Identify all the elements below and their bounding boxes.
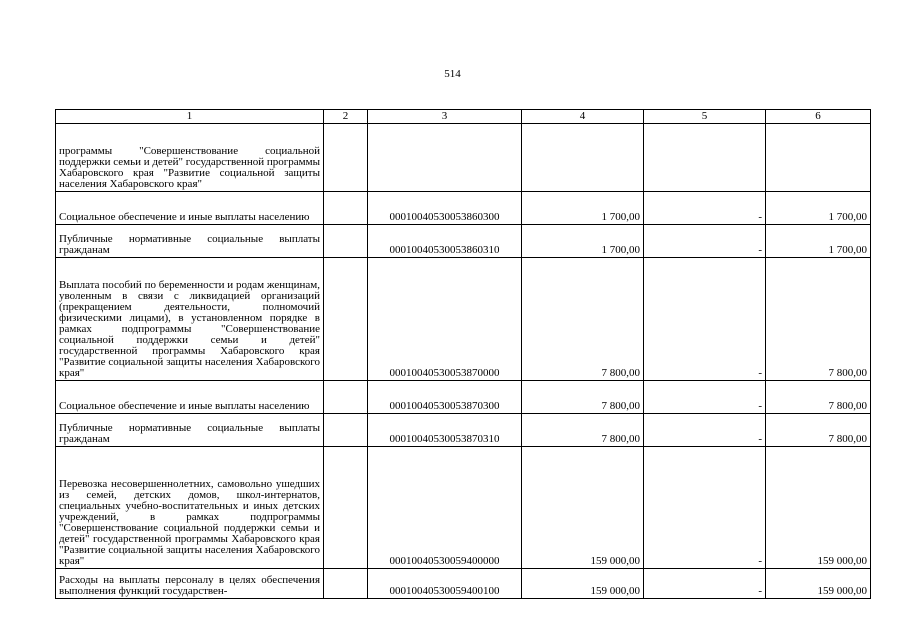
header-col-4: 4 — [522, 110, 644, 124]
row-name: Перевозка несовершеннолетних, самовольно ушедших из семей, детских домов, школ-интернатов, специальных учебно-воспитательных и иных детских учреждений, в рамках подпрограммы "Совершенствование социальной поддержки семьи и детей" государственной программы Хабаровского края "Развитие социальной защиты населения Хабаровского края" — [56, 447, 324, 569]
header-col-3: 3 — [368, 110, 522, 124]
header-row — [56, 110, 871, 124]
table-row — [56, 569, 871, 599]
table-row — [56, 225, 871, 258]
row-code — [368, 124, 522, 192]
row-col2 — [324, 569, 368, 599]
table-row — [56, 447, 871, 569]
row-name: Публичные нормативные социальные выплаты гражданам — [56, 225, 324, 258]
table-row — [56, 414, 871, 447]
header-col-2: 2 — [324, 110, 368, 124]
header-col-1: 1 — [56, 110, 324, 124]
table-row — [56, 192, 871, 225]
row-value-5: - — [644, 447, 766, 569]
row-value-4: 7 800,00 — [522, 414, 644, 447]
row-value-6: 7 800,00 — [766, 381, 871, 414]
row-col2 — [324, 124, 368, 192]
row-col2 — [324, 381, 368, 414]
row-name: Социальное обеспечение и иные выплаты населению — [56, 192, 324, 225]
row-name: программы "Совершенствование социальной поддержки семьи и детей" государственной программы Хабаровского края "Развитие социальной защиты населения Хабаровского края" — [56, 124, 324, 192]
row-value-6: 1 700,00 — [766, 192, 871, 225]
budget-table — [55, 109, 871, 599]
row-value-5: - — [644, 225, 766, 258]
row-value-4: 7 800,00 — [522, 381, 644, 414]
row-code: 00010040530059400000 — [368, 447, 522, 569]
row-code: 00010040530053870300 — [368, 381, 522, 414]
row-value-4: 1 700,00 — [522, 225, 644, 258]
row-name: Выплата пособий по беременности и родам женщинам, уволенным в связи с ликвидацией организаций (прекращением деятельности, полномочий физическими лицами), в установленном порядке в рамках подпрограммы "Совершенствование социальной поддержки семьи и детей" государственной программы Хабаровского края "Развитие социальной защиты населения Хабаровского края" — [56, 258, 324, 381]
row-value-6: 159 000,00 — [766, 447, 871, 569]
row-code: 00010040530053870000 — [368, 258, 522, 381]
row-value-5 — [644, 124, 766, 192]
row-code: 00010040530053870310 — [368, 414, 522, 447]
row-value-5: - — [644, 381, 766, 414]
row-col2 — [324, 258, 368, 381]
table-row — [56, 124, 871, 192]
row-name: Социальное обеспечение и иные выплаты населению — [56, 381, 324, 414]
header-col-6: 6 — [766, 110, 871, 124]
row-value-4: 159 000,00 — [522, 447, 644, 569]
table-row — [56, 381, 871, 414]
row-value-5: - — [644, 192, 766, 225]
row-col2 — [324, 447, 368, 569]
row-value-5: - — [644, 414, 766, 447]
row-value-5: - — [644, 258, 766, 381]
row-col2 — [324, 192, 368, 225]
row-name: Публичные нормативные социальные выплаты гражданам — [56, 414, 324, 447]
page-number: 514 — [444, 68, 461, 80]
row-value-4: 1 700,00 — [522, 192, 644, 225]
row-value-5: - — [644, 569, 766, 599]
row-value-4: 7 800,00 — [522, 258, 644, 381]
row-value-6: 159 000,00 — [766, 569, 871, 599]
row-code: 00010040530059400100 — [368, 569, 522, 599]
header-col-5: 5 — [644, 110, 766, 124]
row-code: 00010040530053860310 — [368, 225, 522, 258]
row-value-6 — [766, 124, 871, 192]
row-value-6: 7 800,00 — [766, 258, 871, 381]
row-col2 — [324, 414, 368, 447]
row-value-4: 159 000,00 — [522, 569, 644, 599]
table-row — [56, 258, 871, 381]
row-col2 — [324, 225, 368, 258]
row-name: Расходы на выплаты персоналу в целях обеспечения выполнения функций государствен- — [56, 569, 324, 599]
row-value-6: 7 800,00 — [766, 414, 871, 447]
row-value-6: 1 700,00 — [766, 225, 871, 258]
row-value-4 — [522, 124, 644, 192]
row-code: 00010040530053860300 — [368, 192, 522, 225]
